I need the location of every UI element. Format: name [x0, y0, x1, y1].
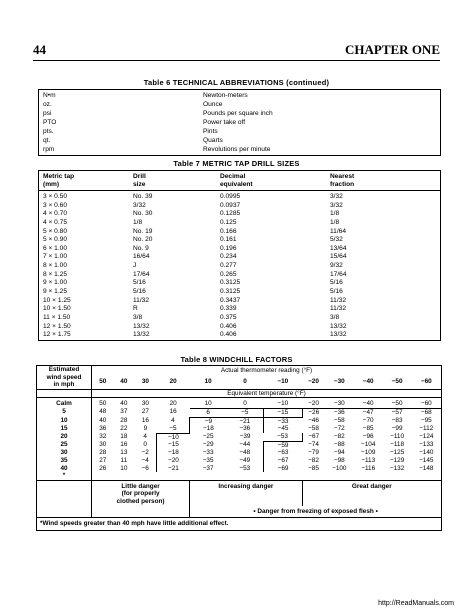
flesh-danger-label: • Danger from freezing of exposed flesh •: [190, 506, 442, 518]
temperature-header: 20: [169, 378, 177, 386]
meaning-cell: Power take off: [203, 119, 246, 126]
drill-size-cell: 13/32: [133, 322, 150, 330]
page-header: [33, 42, 440, 58]
meaning-cell: Quarts: [203, 137, 223, 144]
metric-tap-cell: 10 × 1.25: [43, 296, 71, 304]
windchill-cell: −112: [419, 425, 434, 433]
windchill-cell: −94: [333, 449, 345, 457]
table-row: [39, 137, 441, 146]
temperature-header: −60: [420, 378, 432, 386]
windchill-cell: −57: [391, 408, 403, 416]
header-fraction: Nearest fraction: [330, 171, 441, 191]
windchill-cell: −45: [264, 425, 303, 433]
windchill-cell: −74: [308, 441, 319, 449]
fraction-cell: 3/8: [330, 313, 340, 321]
windchill-cell: 16: [169, 408, 177, 416]
fraction-cell: 13/64: [330, 244, 347, 252]
windchill-cell: −40: [354, 398, 383, 409]
temperature-header: 40: [120, 378, 128, 386]
decimal-cell: 0.265: [220, 270, 237, 278]
windchill-cell: −85: [362, 425, 374, 433]
fraction-cell: 5/32: [330, 236, 343, 244]
decimal-cell: 0.277: [220, 262, 237, 270]
table-row: [39, 110, 441, 119]
windchill-cell: [190, 472, 227, 480]
windchill-cell: [92, 472, 114, 480]
windchill-cell: 6: [190, 408, 227, 417]
fraction-cell: 1/8: [330, 210, 340, 218]
windchill-cell: −88: [333, 441, 345, 449]
decimal-cell: 0.0995: [220, 193, 241, 200]
windchill-cell: −85: [308, 464, 319, 472]
metric-tap-cell: 5 × 0.80: [43, 227, 68, 235]
windchill-cell: −109: [360, 449, 376, 457]
windchill-cell: −98: [333, 457, 345, 465]
metric-tap-cell: 7 × 1.00: [43, 253, 68, 261]
windchill-cell: −10: [157, 433, 190, 441]
windchill-cell: 13: [120, 449, 128, 457]
fraction-cell: 3/32: [330, 201, 343, 209]
table-row: [39, 288, 441, 297]
windchill-cell: 16: [120, 441, 128, 449]
header-decimal: Decimal equivalent: [220, 171, 330, 191]
windchill-cell: −5: [227, 408, 264, 417]
windchill-cell: −133: [419, 441, 434, 449]
meaning-cell: Ounce: [203, 101, 223, 108]
metric-tap-cell: 8 × 1.00: [43, 262, 68, 270]
windchill-cell: −15: [157, 441, 190, 449]
windchill-cell: −36: [239, 425, 251, 433]
windchill-cell: −26: [302, 408, 325, 417]
drill-size-cell: 5/16: [133, 279, 146, 287]
windchill-cell: [325, 472, 354, 480]
windchill-cell: 22: [120, 425, 128, 433]
windchill-cell: −37: [202, 464, 214, 472]
header-rule: [33, 60, 440, 61]
windchill-cell: −21: [157, 465, 190, 473]
metric-tap-cell: 3 × 0.50: [43, 193, 68, 200]
wind-speed-cell: 35: [37, 457, 92, 465]
windchill-cell: −95: [420, 417, 432, 425]
windchill-cell: −46: [308, 417, 319, 425]
table-row: [39, 210, 441, 219]
table-row: [39, 279, 441, 288]
temperature-header: −40: [362, 378, 374, 386]
windchill-cell: −60: [412, 398, 442, 409]
fraction-cell: 13/32: [330, 331, 347, 339]
windchill-cell: [227, 472, 264, 480]
table-row: [39, 245, 441, 254]
table-row: [37, 408, 442, 417]
windchill-cell: −39: [239, 433, 251, 441]
windchill-cell: −20: [157, 457, 190, 465]
windchill-cell: −96: [362, 433, 374, 441]
windchill-cell: 0: [143, 441, 147, 449]
table-row: [39, 331, 441, 340]
table-row: [37, 449, 442, 457]
windchill-cell: 30: [99, 441, 107, 449]
windchill-cell: −58: [308, 425, 319, 433]
wind-speed-cell: 15: [37, 425, 92, 433]
table-row: [39, 236, 441, 245]
fraction-cell: 11/64: [330, 227, 347, 235]
drill-size-cell: No. 30: [133, 210, 153, 218]
metric-tap-cell: 11 × 1.50: [43, 313, 71, 321]
windchill-cell: 18: [120, 433, 128, 441]
table6-caption: Table 6 TECHNICAL ABBREVIATIONS (continued): [143, 78, 330, 87]
table7-caption: Table 7 METRIC TAP DRILL SIZES: [173, 159, 300, 168]
drill-size-cell: 3/32: [133, 201, 146, 209]
meaning-cell: Pints: [203, 128, 218, 135]
page-number: 44: [33, 42, 46, 57]
windchill-cell: 32: [99, 433, 107, 441]
windchill-cell: −4: [141, 457, 149, 465]
windchill-cell: −82: [333, 433, 345, 441]
fraction-cell: 15/64: [330, 253, 347, 261]
windchill-cell: −132: [389, 464, 405, 472]
table-row: [39, 119, 441, 128]
table-row: [39, 90, 441, 102]
table-row: [39, 101, 441, 110]
windchill-cell: −36: [333, 408, 345, 416]
fraction-cell: 13/32: [330, 322, 347, 330]
windchill-cell: 28: [99, 449, 107, 457]
windchill-cell: 36: [99, 425, 107, 433]
little-danger-label: Little danger (for properly clothed person): [92, 480, 190, 505]
windchill-cell: 10: [190, 398, 227, 409]
decimal-cell: 0.166: [220, 227, 237, 235]
drill-size-cell: J: [133, 262, 137, 270]
table-row: [37, 398, 442, 409]
windchill-cell: −35: [202, 457, 214, 465]
windchill-cell: −53: [239, 464, 251, 472]
fraction-cell: 1/8: [330, 218, 340, 226]
windchill-cell: −50: [383, 398, 412, 409]
windchill-cell: −67: [302, 433, 325, 441]
windchill-cell: −140: [419, 449, 434, 457]
windchill-cell: −53: [264, 433, 303, 441]
windchill-cell: −18: [157, 449, 190, 457]
windchill-cell: [302, 472, 325, 480]
windchill-cell: −15: [264, 408, 303, 417]
metric-tap-cell: 6 × 1.00: [43, 244, 68, 252]
table-row: [39, 314, 441, 323]
decimal-cell: 0.0937: [220, 201, 241, 209]
meaning-cell: Revolutions per minute: [203, 146, 271, 153]
decimal-cell: 0.125: [220, 218, 237, 226]
windchill-cell: −99: [391, 425, 403, 433]
decimal-cell: 0.375: [220, 313, 237, 321]
decimal-cell: 0.3437: [220, 296, 241, 304]
windchill-cell: −68: [420, 408, 432, 416]
wind-speed-cell: Calm: [37, 398, 92, 409]
wind-speed-cell: 25: [37, 441, 92, 449]
windchill-cell: −110: [390, 433, 405, 441]
windchill-note: *Wind speeds greater than 40 mph have little additional effect.: [37, 518, 442, 531]
windchill-cell: −29: [202, 441, 214, 449]
windchill-cell: 26: [99, 464, 107, 472]
table-row: [39, 262, 441, 271]
windchill-cell: 50: [99, 400, 107, 408]
wind-speed-cell: *: [37, 472, 92, 480]
table-row: [39, 128, 441, 137]
windchill-cell: 28: [120, 417, 128, 425]
metric-tap-cell: 3 × 0.60: [43, 201, 68, 209]
windchill-cell: −116: [361, 464, 376, 472]
metric-tap-cell: 4 × 0.70: [43, 210, 68, 218]
metric-tap-cell: 5 × 0.90: [43, 236, 68, 244]
windchill-cell: 10: [120, 464, 128, 472]
decimal-cell: 0.3125: [220, 279, 241, 287]
abbreviation-cell: rpm: [43, 146, 55, 153]
windchill-cell: 37: [120, 408, 128, 416]
windchill-cell: −125: [389, 449, 405, 457]
table-row: [39, 191, 441, 202]
table-row: [37, 417, 442, 425]
metric-tap-cell: 9 × 1.00: [43, 279, 68, 287]
wind-speed-cell: 20: [37, 433, 92, 441]
windchill-cell: 27: [141, 408, 149, 416]
fraction-cell: 5/16: [330, 279, 343, 287]
temperature-header: 10: [204, 378, 212, 386]
drill-size-cell: 16/64: [133, 253, 150, 261]
windchill-cell: [412, 472, 442, 480]
wind-speed-cell: 10: [37, 417, 92, 425]
windchill-cell: −47: [362, 408, 374, 416]
windchill-cell: −58: [333, 417, 345, 425]
temperature-header: −50: [391, 378, 403, 386]
windchill-cell: −113: [361, 457, 376, 465]
fraction-cell: 17/64: [330, 270, 347, 278]
abbreviation-cell: PTO: [43, 119, 57, 126]
windchill-cell: 4: [143, 433, 147, 441]
temperature-header: −20: [308, 378, 319, 386]
metric-tap-cell: 8 × 1.25: [43, 270, 68, 278]
decimal-cell: 0.3125: [220, 288, 241, 296]
table-row: [37, 472, 442, 480]
table-row: [39, 202, 441, 211]
fraction-cell: 5/16: [330, 288, 343, 296]
windchill-cell: 48: [99, 408, 107, 416]
table-row: [37, 433, 442, 441]
metric-tap-cell: 12 × 1.50: [43, 322, 71, 330]
windchill-cell: 20: [169, 400, 177, 408]
windchill-cell: −21: [239, 417, 251, 425]
table-row: [39, 146, 441, 156]
fraction-cell: 11/32: [330, 296, 347, 304]
windchill-cell: −83: [391, 417, 403, 425]
fraction-cell: 9/32: [330, 262, 343, 270]
windchill-cell: −5: [157, 425, 190, 433]
windchill-cell: [157, 472, 190, 480]
windchill-cell: 40: [120, 400, 128, 408]
metric-tap-cell: 4 × 0.75: [43, 218, 68, 226]
table-row: [37, 465, 442, 473]
table-row: [39, 305, 441, 314]
windchill-cell: [114, 472, 135, 480]
windchill-cell: −67: [264, 457, 303, 465]
temperature-header: −10: [277, 378, 289, 386]
windchill-cell: −145: [419, 457, 434, 465]
metric-tap-cell: 10 × 1.50: [43, 305, 71, 313]
windchill-cell: 30: [141, 400, 149, 408]
drill-size-cell: 5/16: [133, 288, 146, 296]
windchill-cell: [264, 472, 303, 480]
meaning-cell: Newton-meters: [203, 92, 248, 99]
windchill-table: [36, 365, 442, 531]
fraction-cell: 3/32: [330, 193, 343, 200]
footer-url: http://ReadManuals.com: [378, 600, 454, 607]
windchill-cell: −18: [190, 425, 227, 433]
windchill-cell: [354, 472, 383, 480]
drill-size-cell: No. 9: [133, 244, 149, 252]
abbreviations-table: [38, 89, 441, 156]
abbreviation-cell: oz.: [43, 101, 52, 108]
metric-tap-cell: 12 × 1.75: [43, 331, 71, 339]
table-row: [39, 219, 441, 228]
table-row: [39, 228, 441, 237]
windchill-cell: −63: [264, 449, 303, 457]
wind-speed-cell: 5: [37, 408, 92, 417]
abbreviation-cell: psi: [43, 110, 52, 117]
windchill-cell: −44: [239, 441, 251, 449]
drill-size-cell: No. 19: [133, 227, 153, 235]
windchill-cell: −118: [390, 441, 405, 449]
windchill-cell: [383, 472, 412, 480]
windchill-cell: −129: [389, 457, 405, 465]
meaning-cell: Pounds per square inch: [203, 110, 273, 117]
abbreviation-cell: qt.: [43, 137, 51, 144]
table-row: [39, 323, 441, 332]
estimated-wind-label: Estimated wind speed in mph: [37, 366, 92, 390]
tap-drill-table: [38, 170, 441, 341]
windchill-cell: −104: [360, 441, 376, 449]
great-danger-label: Great danger: [302, 480, 441, 505]
chapter-title: CHAPTER ONE: [345, 42, 440, 57]
table8-caption: Table 8 WINDCHILL FACTORS: [180, 355, 293, 364]
header-drill-size: Drill size: [133, 171, 220, 191]
windchill-cell: −9: [190, 417, 227, 425]
drill-size-cell: 1/8: [133, 218, 143, 226]
windchill-cell: −6: [141, 464, 149, 472]
wind-speed-cell: 30: [37, 449, 92, 457]
windchill-cell: −48: [239, 449, 251, 457]
windchill-cell: −72: [333, 425, 345, 433]
windchill-cell: −69: [264, 465, 303, 473]
windchill-cell: 16: [141, 417, 149, 425]
table-row: [39, 271, 441, 280]
decimal-cell: 0.406: [220, 322, 237, 330]
actual-reading-label: Actual thermometer reading (°F): [220, 367, 313, 374]
temperature-header: 50: [99, 378, 107, 386]
drill-size-cell: R: [133, 305, 138, 313]
decimal-cell: 0.406: [220, 331, 237, 339]
decimal-cell: 0.196: [220, 244, 237, 252]
windchill-cell: 9: [143, 425, 148, 433]
fraction-cell: 11/32: [330, 305, 347, 313]
windchill-cell: −25: [202, 433, 214, 441]
windchill-cell: −59: [264, 441, 303, 449]
table-row: [39, 253, 441, 262]
decimal-cell: 0.234: [220, 253, 237, 261]
table-row: [37, 441, 442, 449]
decimal-cell: 0.161: [220, 236, 237, 244]
equivalent-temp-label: Equivalent temperature (°F): [92, 389, 442, 398]
windchill-cell: −148: [419, 464, 434, 472]
decimal-cell: 0.1285: [220, 210, 241, 218]
windchill-cell: −33: [202, 449, 214, 457]
table-row: [39, 297, 441, 306]
decimal-cell: 0.339: [220, 305, 237, 313]
drill-size-cell: No. 20: [133, 236, 153, 244]
drill-size-cell: 3/8: [133, 313, 143, 321]
windchill-cell: −20: [302, 398, 325, 409]
windchill-cell: 27: [99, 457, 107, 465]
windchill-cell: −30: [325, 398, 354, 409]
header-metric-tap: Metric tap (mm): [39, 171, 134, 191]
table-row: [37, 457, 442, 465]
windchill-cell: 4: [171, 417, 175, 425]
drill-size-cell: 11/32: [133, 296, 150, 304]
windchill-cell: −70: [362, 417, 374, 425]
windchill-cell: 11: [120, 457, 128, 465]
windchill-cell: −33: [264, 417, 303, 425]
metric-tap-cell: 9 × 1.25: [43, 288, 68, 296]
windchill-cell: 40: [99, 417, 107, 425]
windchill-cell: −49: [239, 457, 251, 465]
abbreviation-cell: pts.: [43, 128, 54, 135]
wind-speed-cell: 40: [37, 465, 92, 473]
windchill-cell: −10: [264, 398, 303, 409]
drill-size-cell: No. 39: [133, 193, 153, 200]
abbreviation-cell: N•m: [43, 92, 56, 99]
windchill-cell: −79: [308, 449, 319, 457]
drill-size-cell: 13/32: [133, 331, 150, 339]
temperature-header: 0: [243, 378, 247, 386]
windchill-cell: 0: [227, 398, 264, 409]
windchill-cell: −124: [419, 433, 434, 441]
temperature-header: −30: [333, 378, 345, 386]
drill-size-cell: 17/64: [133, 270, 150, 278]
increasing-danger-label: Increasing danger: [190, 480, 302, 505]
table-row: [37, 425, 442, 433]
windchill-cell: −2: [141, 449, 149, 457]
windchill-cell: [134, 472, 157, 480]
windchill-cell: −82: [308, 457, 319, 465]
temperature-header: 30: [141, 378, 149, 386]
windchill-cell: −100: [332, 464, 347, 472]
